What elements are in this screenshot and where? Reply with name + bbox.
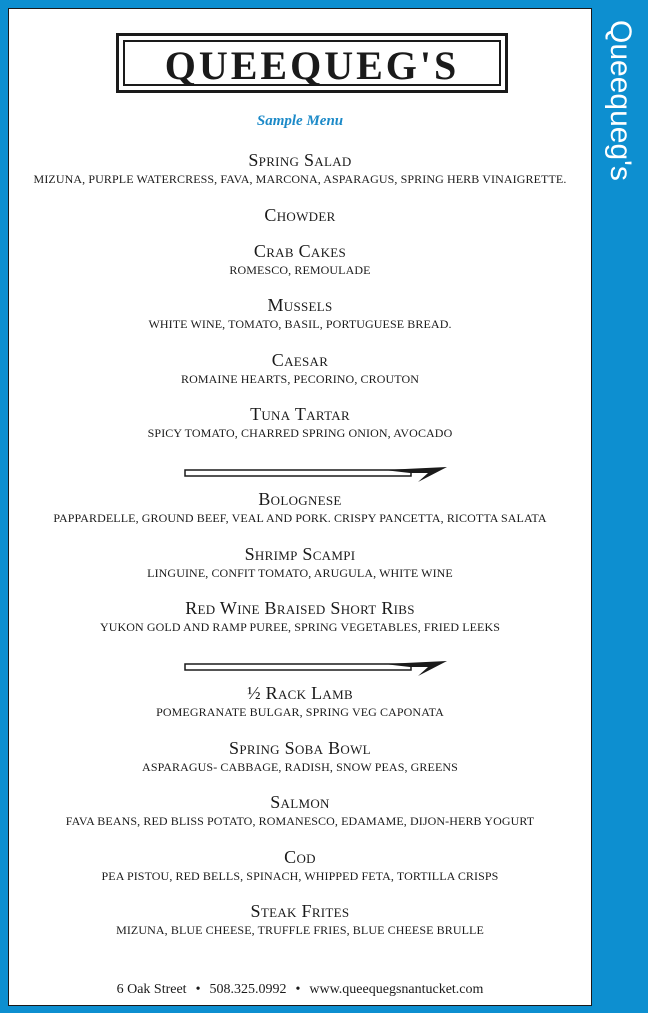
separator-dot: • <box>195 982 201 997</box>
logo-text: QUEEQUEG'S <box>164 42 460 88</box>
item-description: POMEGRANATE BULGAR, SPRING VEG CAPONATA <box>156 705 444 719</box>
item-description: ROMESCO, REMOULADE <box>229 263 371 277</box>
item-description: ROMAINE HEARTS, PECORINO, CROUTON <box>180 372 420 386</box>
harpoon-divider-icon <box>184 657 448 677</box>
item-name: Mussels <box>267 295 333 315</box>
item-name: Bolognese <box>258 489 342 509</box>
item-description: MIZUNA, PURPLE WATERCRESS, FAVA, MARCONA, ASPARAGUS, SPRING HERB VINAIGRETTE. <box>33 172 567 186</box>
menu-item <box>9 489 591 526</box>
menu-item <box>9 683 591 720</box>
item-name: Red Wine Braised Short Ribs <box>185 598 415 618</box>
item-description: LINGUINE, CONFIT TOMATO, ARUGULA, WHITE WINE <box>147 566 453 580</box>
item-description: YUKON GOLD AND RAMP PUREE, SPRING VEGETABLES, FRIED LEEKS <box>99 620 501 634</box>
menu-item <box>9 350 591 387</box>
sidebar-brand <box>599 8 643 208</box>
item-name: Steak Frites <box>250 901 350 921</box>
menu-item <box>9 205 591 225</box>
menu-item <box>9 847 591 884</box>
logo <box>116 33 508 93</box>
item-name: Spring Salad <box>248 150 352 170</box>
item-name: Spring Soba Bowl <box>229 738 371 758</box>
item-description: PAPPARDELLE, GROUND BEEF, VEAL AND PORK. CRISPY PANCETTA, RICOTTA SALATA <box>53 511 547 525</box>
item-name: Shrimp Scampi <box>244 544 356 564</box>
menu-item <box>9 295 591 332</box>
item-description: WHITE WINE, TOMATO, BASIL, PORTUGUESE BREAD. <box>148 317 452 331</box>
menu-item <box>9 598 591 635</box>
menu-item <box>9 544 591 581</box>
harpoon-divider-icon <box>184 463 448 483</box>
footer-website[interactable]: www.queequegsnantucket.com <box>309 982 484 997</box>
menu-item <box>9 792 591 829</box>
item-name: Cod <box>284 847 316 867</box>
item-description: ASPARAGUS- CABBAGE, RADISH, SNOW PEAS, GREENS <box>142 760 458 774</box>
item-name: ½ Rack Lamb <box>247 683 353 703</box>
footer-contact <box>9 982 591 998</box>
menu-item <box>9 738 591 775</box>
item-name: Crab Cakes <box>253 241 347 261</box>
menu-subtitle: Sample Menu <box>256 113 344 129</box>
item-description: MIZUNA, BLUE CHEESE, TRUFFLE FRIES, BLUE CHEESE BRULLE <box>116 923 484 937</box>
item-name: Tuna Tartar <box>250 404 350 424</box>
footer-address: 6 Oak Street <box>116 982 187 997</box>
item-name: Chowder <box>264 205 336 225</box>
item-name: Salmon <box>270 792 330 812</box>
menu-item <box>9 241 591 278</box>
item-description: SPICY TOMATO, CHARRED SPRING ONION, AVOCADO <box>147 426 453 440</box>
footer-phone: 508.325.0992 <box>209 982 287 997</box>
item-name: Caesar <box>271 350 329 370</box>
sidebar-brand-text: Queequeg's <box>604 20 637 181</box>
separator-dot: • <box>295 982 301 997</box>
item-description: FAVA BEANS, RED BLISS POTATO, ROMANESCO, EDAMAME, DIJON-HERB YOGURT <box>65 814 535 828</box>
menu-item <box>9 404 591 441</box>
menu-page <box>8 8 592 1006</box>
menu-item <box>9 901 591 938</box>
menu-item <box>9 150 591 187</box>
item-description: PEA PISTOU, RED BELLS, SPINACH, WHIPPED FETA, TORTILLA CRISPS <box>101 869 499 883</box>
